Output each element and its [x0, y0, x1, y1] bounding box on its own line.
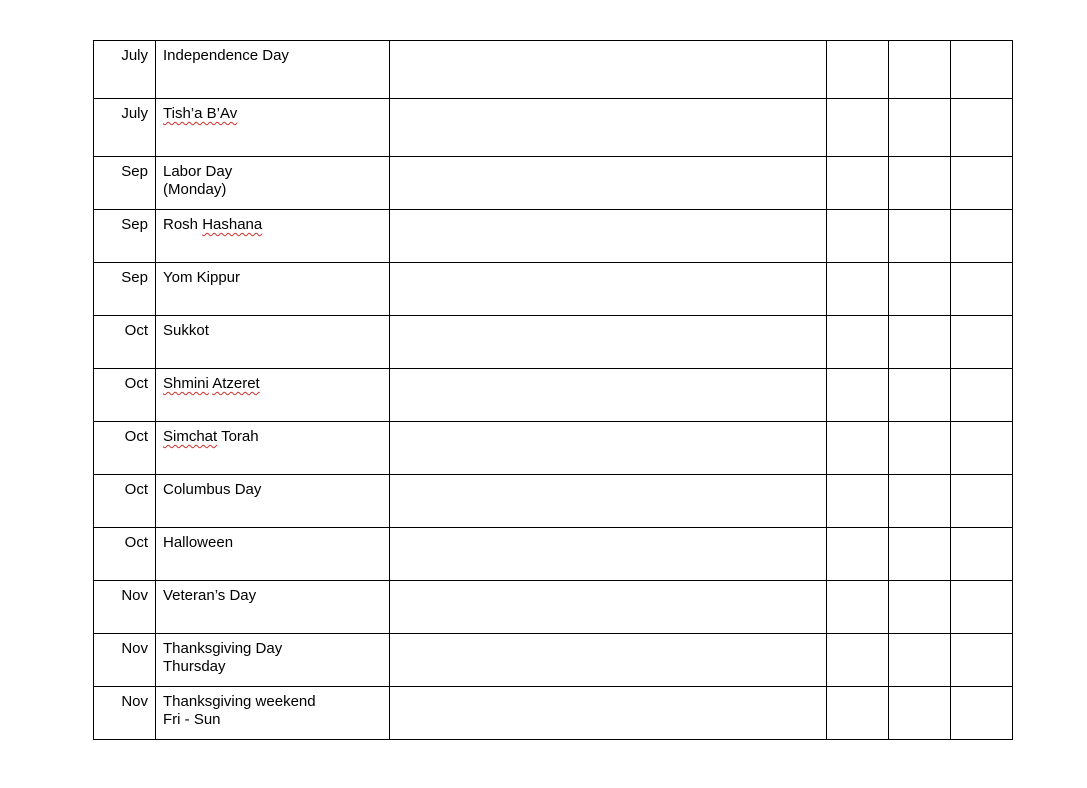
check-cell-3[interactable] — [951, 687, 1013, 740]
holiday-cell[interactable] — [156, 528, 390, 581]
check-cell-3[interactable] — [951, 634, 1013, 687]
notes-cell[interactable] — [390, 528, 827, 581]
check-cell-2[interactable] — [889, 369, 951, 422]
holiday-text: Yom Kippur — [163, 269, 240, 286]
holiday-text: Labor Day — [163, 163, 233, 180]
month-cell[interactable]: Nov — [94, 687, 156, 740]
check-cell-3[interactable] — [951, 316, 1013, 369]
holiday-cell[interactable] — [156, 581, 390, 634]
check-cell-2[interactable] — [889, 528, 951, 581]
holiday-name — [163, 693, 382, 711]
holiday-name — [163, 163, 382, 181]
holiday-cell[interactable] — [156, 263, 390, 316]
holiday-cell[interactable] — [156, 369, 390, 422]
notes-cell[interactable] — [390, 263, 827, 316]
holiday-cell[interactable] — [156, 99, 390, 157]
check-cell-3[interactable] — [951, 99, 1013, 157]
month-cell[interactable]: Sep — [94, 157, 156, 210]
month-cell[interactable]: Sep — [94, 263, 156, 316]
check-cell-1[interactable] — [827, 210, 889, 263]
holiday-table — [93, 40, 1013, 740]
check-cell-1[interactable] — [827, 422, 889, 475]
month-cell[interactable]: Oct — [94, 528, 156, 581]
month-cell[interactable]: July — [94, 41, 156, 99]
notes-cell[interactable] — [390, 687, 827, 740]
holiday-name — [163, 269, 382, 287]
month-cell[interactable]: Nov — [94, 581, 156, 634]
holiday-name — [163, 587, 382, 605]
check-cell-3[interactable] — [951, 263, 1013, 316]
check-cell-1[interactable] — [827, 369, 889, 422]
holiday-name — [163, 428, 382, 446]
holiday-text: Independence Day — [163, 47, 289, 64]
check-cell-2[interactable] — [889, 316, 951, 369]
holiday-text: Torah — [217, 428, 259, 445]
table-row — [94, 475, 1013, 528]
holiday-text: Veteran’s Day — [163, 587, 257, 604]
holiday-cell[interactable] — [156, 157, 390, 210]
check-cell-3[interactable] — [951, 157, 1013, 210]
check-cell-2[interactable] — [889, 634, 951, 687]
holiday-text: Thanksgiving Day — [163, 640, 283, 657]
check-cell-3[interactable] — [951, 210, 1013, 263]
check-cell-1[interactable] — [827, 528, 889, 581]
spellcheck-flagged-word: Hashana — [202, 216, 263, 233]
check-cell-1[interactable] — [827, 634, 889, 687]
month-cell[interactable]: Oct — [94, 369, 156, 422]
table-row — [94, 581, 1013, 634]
holiday-cell[interactable] — [156, 634, 390, 687]
check-cell-3[interactable] — [951, 41, 1013, 99]
notes-cell[interactable] — [390, 99, 827, 157]
holiday-text: Thanksgiving weekend — [163, 693, 316, 710]
check-cell-3[interactable] — [951, 528, 1013, 581]
holiday-name — [163, 47, 382, 65]
table-row — [94, 157, 1013, 210]
holiday-cell[interactable] — [156, 475, 390, 528]
check-cell-1[interactable] — [827, 316, 889, 369]
check-cell-2[interactable] — [889, 687, 951, 740]
table-row — [94, 369, 1013, 422]
check-cell-1[interactable] — [827, 99, 889, 157]
check-cell-3[interactable] — [951, 422, 1013, 475]
holiday-cell[interactable] — [156, 316, 390, 369]
check-cell-2[interactable] — [889, 422, 951, 475]
check-cell-2[interactable] — [889, 263, 951, 316]
check-cell-2[interactable] — [889, 99, 951, 157]
notes-cell[interactable] — [390, 157, 827, 210]
holiday-note: Thursday — [163, 658, 226, 675]
check-cell-1[interactable] — [827, 581, 889, 634]
month-cell[interactable]: Nov — [94, 634, 156, 687]
notes-cell[interactable] — [390, 316, 827, 369]
table-row — [94, 316, 1013, 369]
check-cell-3[interactable] — [951, 581, 1013, 634]
spellcheck-flagged-word: Atzeret — [212, 375, 260, 392]
notes-cell[interactable] — [390, 634, 827, 687]
check-cell-1[interactable] — [827, 263, 889, 316]
holiday-name — [163, 105, 382, 123]
month-cell[interactable]: Sep — [94, 210, 156, 263]
holiday-name — [163, 640, 382, 658]
notes-cell[interactable] — [390, 210, 827, 263]
holiday-cell[interactable] — [156, 210, 390, 263]
table-row — [94, 41, 1013, 99]
holiday-name — [163, 322, 382, 340]
table-row — [94, 528, 1013, 581]
check-cell-1[interactable] — [827, 41, 889, 99]
holiday-text: Rosh — [163, 216, 203, 233]
holiday-cell[interactable] — [156, 422, 390, 475]
notes-cell[interactable] — [390, 475, 827, 528]
month-cell[interactable]: Oct — [94, 316, 156, 369]
month-cell[interactable]: July — [94, 99, 156, 157]
table-row — [94, 263, 1013, 316]
holiday-text: Columbus Day — [163, 481, 262, 498]
month-cell[interactable]: Oct — [94, 475, 156, 528]
holiday-note: (Monday) — [163, 181, 227, 198]
table-row — [94, 687, 1013, 740]
notes-cell[interactable] — [390, 41, 827, 99]
check-cell-2[interactable] — [889, 41, 951, 99]
check-cell-1[interactable] — [827, 475, 889, 528]
check-cell-3[interactable] — [951, 475, 1013, 528]
spellcheck-flagged-word: Tish’a B’Av — [163, 105, 238, 122]
notes-cell[interactable] — [390, 422, 827, 475]
check-cell-2[interactable] — [889, 210, 951, 263]
check-cell-1[interactable] — [827, 157, 889, 210]
spellcheck-flagged-word: Simchat — [163, 428, 218, 445]
spellcheck-flagged-word: Shmini — [163, 375, 209, 392]
holiday-name — [163, 216, 382, 234]
holiday-note: Fri - Sun — [163, 711, 221, 728]
check-cell-2[interactable] — [889, 581, 951, 634]
table-row — [94, 634, 1013, 687]
check-cell-3[interactable] — [951, 369, 1013, 422]
holiday-text: Halloween — [163, 534, 234, 551]
holiday-cell[interactable] — [156, 687, 390, 740]
notes-cell[interactable] — [390, 581, 827, 634]
holiday-name — [163, 375, 382, 393]
holiday-name — [163, 534, 382, 552]
check-cell-2[interactable] — [889, 157, 951, 210]
table-row — [94, 422, 1013, 475]
check-cell-1[interactable] — [827, 687, 889, 740]
holiday-cell[interactable] — [156, 41, 390, 99]
holiday-table-body — [94, 41, 1013, 740]
month-cell[interactable]: Oct — [94, 422, 156, 475]
notes-cell[interactable] — [390, 369, 827, 422]
holiday-name — [163, 481, 382, 499]
check-cell-2[interactable] — [889, 475, 951, 528]
holiday-text: Sukkot — [163, 322, 209, 339]
table-row — [94, 210, 1013, 263]
table-row — [94, 99, 1013, 157]
